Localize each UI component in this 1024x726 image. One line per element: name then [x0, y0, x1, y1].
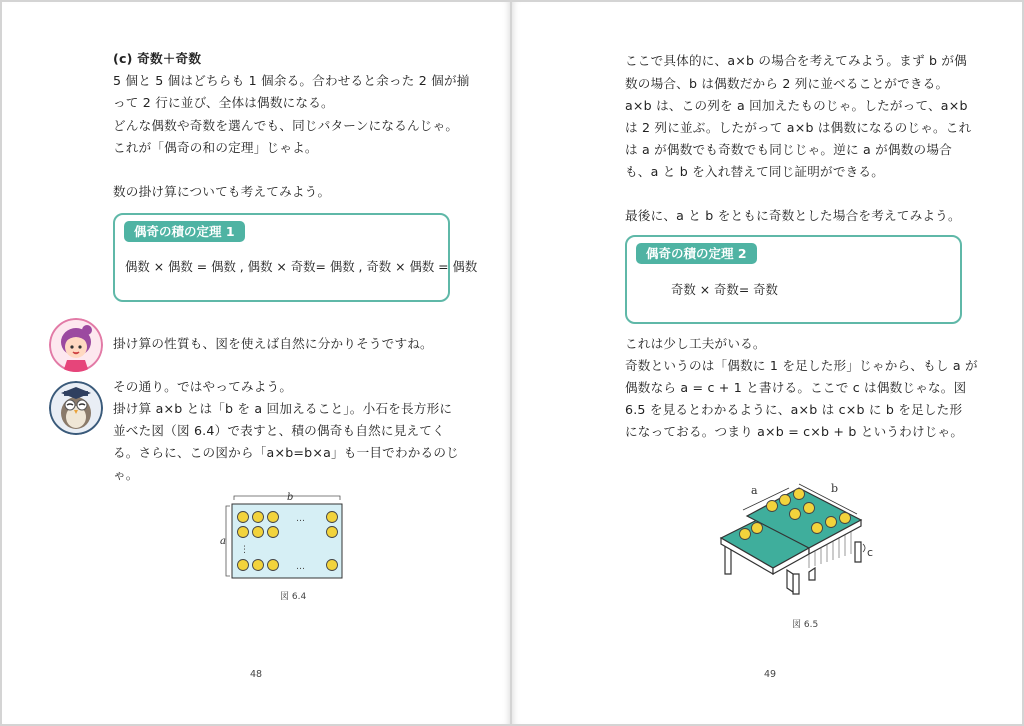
table-stones-diagram	[717, 476, 877, 598]
girl-speech: 掛け算の性質も、図を使えば自然に分かりそうですね。	[113, 336, 433, 351]
text-line: になっておる。つまり a×b = c×b + b というわけじゃ。	[625, 424, 964, 439]
label-a: a	[220, 536, 226, 547]
section-heading: (c) 奇数＋奇数	[113, 51, 202, 66]
hdots: …	[296, 562, 305, 572]
theorem-1-box	[113, 213, 478, 302]
figure-caption: 図 6.5	[792, 620, 819, 630]
right-page	[512, 2, 1022, 724]
figure-6-4	[220, 492, 360, 582]
page-number: 49	[764, 669, 777, 680]
stone-grid-diagram	[220, 492, 360, 582]
left-page	[2, 2, 510, 724]
theorem-1-title: 偶奇の積の定理 1	[124, 221, 245, 242]
figure-caption: 図 6.4	[280, 592, 307, 602]
text-line: 数の場合、b は偶数だから 2 列に並べることができる。	[625, 76, 949, 91]
text-line: ここで具体的に、a×b の場合を考えてみよう。まず b が偶	[625, 53, 967, 68]
text-line: は 2 列に並ぶ。したがって a×b は偶数になるのじゃ。これ	[625, 120, 972, 135]
theorem-2-body: 奇数 × 奇数= 奇数	[671, 282, 778, 297]
owl-icon	[49, 381, 103, 435]
theorem-2-title: 偶奇の積の定理 2	[636, 243, 757, 264]
text-line: る。さらに、この図から「a×b=b×a」も一目でわかるのじ	[113, 445, 459, 460]
text-line: これは少し工夫がいる。	[625, 336, 766, 351]
figure-6-5	[717, 476, 877, 598]
text-line: a×b は、この列を a 回加えたものじゃ。したがって、a×b	[625, 98, 968, 113]
text-line: どんな偶数や奇数を選んでも、同じパターンになるんじゃ。	[113, 118, 459, 133]
text-line: は a が偶数でも奇数でも同じじゃ。逆に a が偶数の場合	[625, 142, 952, 157]
text-line: 掛け算 a×b とは「b を a 回加えること」。小石を長方形に	[113, 401, 453, 416]
girl-avatar	[49, 318, 103, 372]
text-line: 偶数なら a = c + 1 と書ける。ここで c は偶数じゃな。図	[625, 380, 967, 395]
text-line: これが「偶奇の和の定理」じゃよ。	[113, 140, 318, 155]
hdots: …	[296, 514, 305, 524]
text-line: も、a と b を入れ替えて同じ証明ができる。	[625, 164, 885, 179]
paragraph-2: 数の掛け算についても考えてみよう。	[113, 184, 331, 199]
girl-icon	[49, 318, 103, 372]
text-line: ゃ。	[113, 467, 139, 482]
theorem-1-body: 偶数 × 偶数 = 偶数 , 偶数 × 奇数= 偶数 , 奇数 × 偶数 = 偶数	[125, 259, 478, 274]
label-b: b	[831, 482, 839, 495]
text-line: 6.5 を見るとわかるように、a×b は c×b に b を足した形	[625, 402, 963, 417]
paragraph-2: 最後に、a と b をともに奇数とした場合を考えてみよう。	[625, 208, 961, 223]
text-line: 5 個と 5 個はどちらも 1 個余る。合わせると余った 2 個が揃	[113, 73, 470, 88]
text-line: って 2 行に並び、全体は偶数になる。	[113, 95, 334, 110]
label-b: b	[287, 492, 294, 503]
text-line: 奇数というのは「偶数に 1 を足した形」じゃから、もし a が	[625, 358, 978, 373]
owl-avatar	[49, 381, 103, 435]
label-c: c	[867, 546, 874, 559]
text-line: 並べた図（図 6.4）で表すと、積の偶奇も自然に見えてく	[113, 423, 445, 438]
vdots: ⋮	[240, 545, 249, 555]
text-line: その通り。ではやってみよう。	[113, 379, 293, 394]
label-a: a	[751, 484, 758, 497]
theorem-2-box	[625, 235, 962, 324]
page-number: 48	[250, 669, 263, 680]
